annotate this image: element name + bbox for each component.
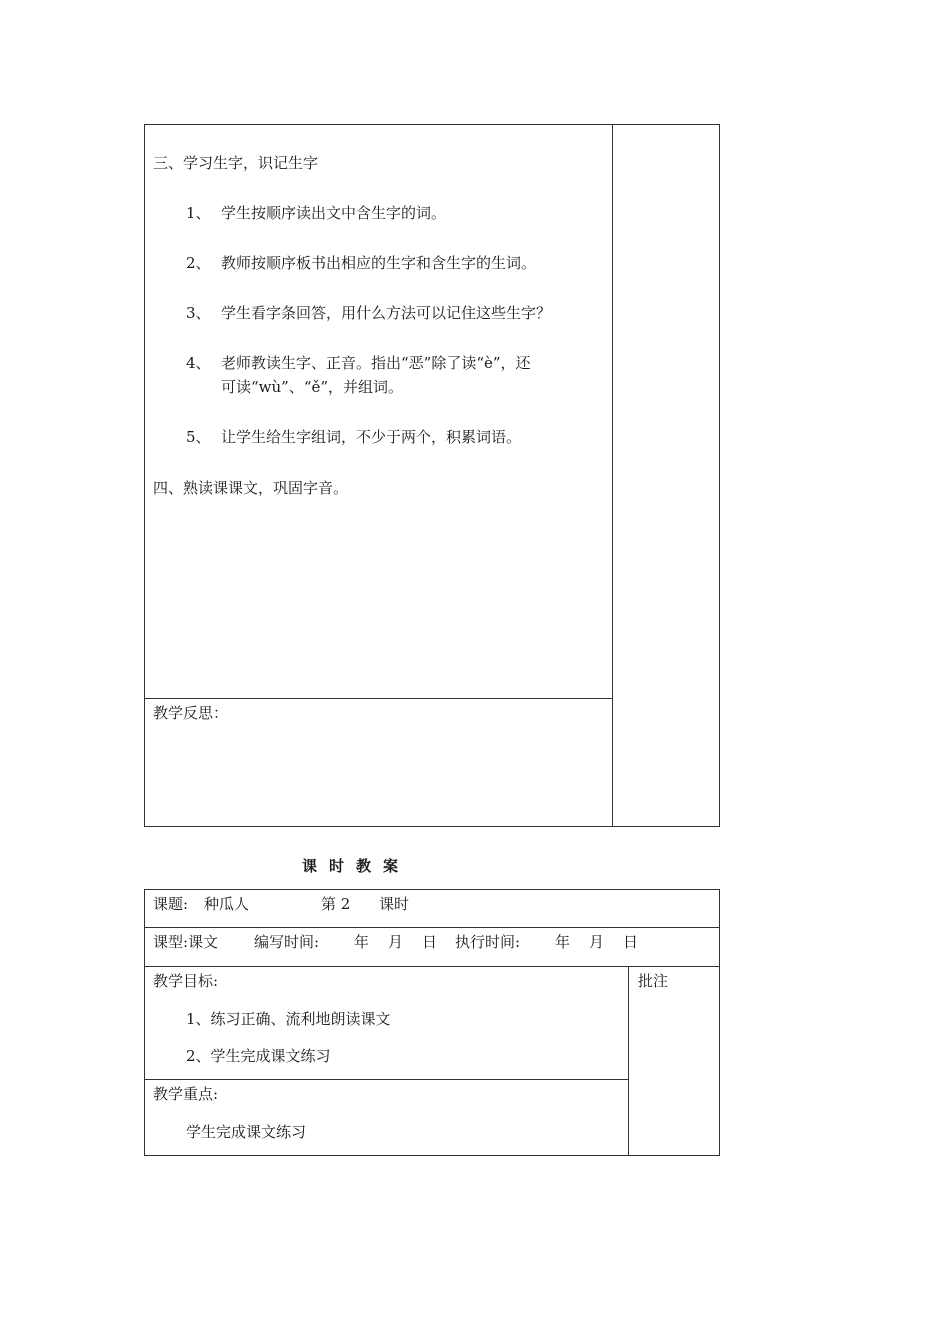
step-5-text: 让学生给生字组词，不少于两个，积累词语。 xyxy=(221,428,522,446)
remarks-label: 批注 xyxy=(638,972,669,990)
write-year: 年 xyxy=(354,933,370,951)
step-4-text-continued: 可读“wù”、“ě”，并组词。 xyxy=(221,378,404,396)
step-4-number: 4、 xyxy=(186,354,211,372)
topic-value: 种瓜人 xyxy=(204,895,250,913)
step-3-text: 学生看字条回答，用什么方法可以记住这些生字？ xyxy=(221,304,552,322)
goal-item-2: 2、学生完成课文练习 xyxy=(186,1047,331,1065)
section3-heading: 三、学习生字，识记生字 xyxy=(153,154,319,172)
exec-day: 日 xyxy=(623,933,639,951)
write-month: 月 xyxy=(388,933,404,951)
step-3-number: 3、 xyxy=(186,304,211,322)
focus-label: 教学重点: xyxy=(153,1085,219,1103)
goal-item-1: 1、练习正确、流利地朗读课文 xyxy=(186,1010,391,1028)
focus-text: 学生完成课文练习 xyxy=(186,1123,307,1141)
exec-year: 年 xyxy=(555,933,571,951)
step-2-text: 教师按顺序板书出相应的生字和含生字的生词。 xyxy=(221,254,537,272)
goals-label: 教学目标: xyxy=(153,972,219,990)
exec-month: 月 xyxy=(589,933,605,951)
lesson-type: 课型:课文 xyxy=(153,933,219,951)
plan2-remarks-divider xyxy=(628,966,629,1156)
page-title: 课时教案 xyxy=(302,857,411,875)
plan1-remarks-divider xyxy=(612,124,613,827)
lesson-unit: 课时 xyxy=(379,895,410,913)
exec-time-label: 执行时间: xyxy=(455,933,521,951)
topic-label: 课题: xyxy=(153,895,189,913)
plan2-focus-divider xyxy=(144,1079,629,1080)
plan1-reflection-divider xyxy=(144,698,613,699)
reflection-label: 教学反思： xyxy=(153,704,229,722)
section4-heading: 四、熟读课课文，巩固字音。 xyxy=(153,479,349,497)
step-1-text: 学生按顺序读出文中含生字的词。 xyxy=(221,204,447,222)
write-time-label: 编写时间: xyxy=(254,933,320,951)
step-1-number: 1、 xyxy=(186,204,211,222)
plan2-row1-divider xyxy=(144,927,720,928)
step-5-number: 5、 xyxy=(186,428,211,446)
write-day: 日 xyxy=(422,933,438,951)
step-4-text: 老师教读生字、正音。指出“恶”除了读“è”，还 xyxy=(221,354,531,372)
plan2-row2-divider xyxy=(144,966,720,967)
lesson-number: 第 2 xyxy=(321,895,351,913)
plan1-table xyxy=(144,124,720,827)
step-2-number: 2、 xyxy=(186,254,211,272)
